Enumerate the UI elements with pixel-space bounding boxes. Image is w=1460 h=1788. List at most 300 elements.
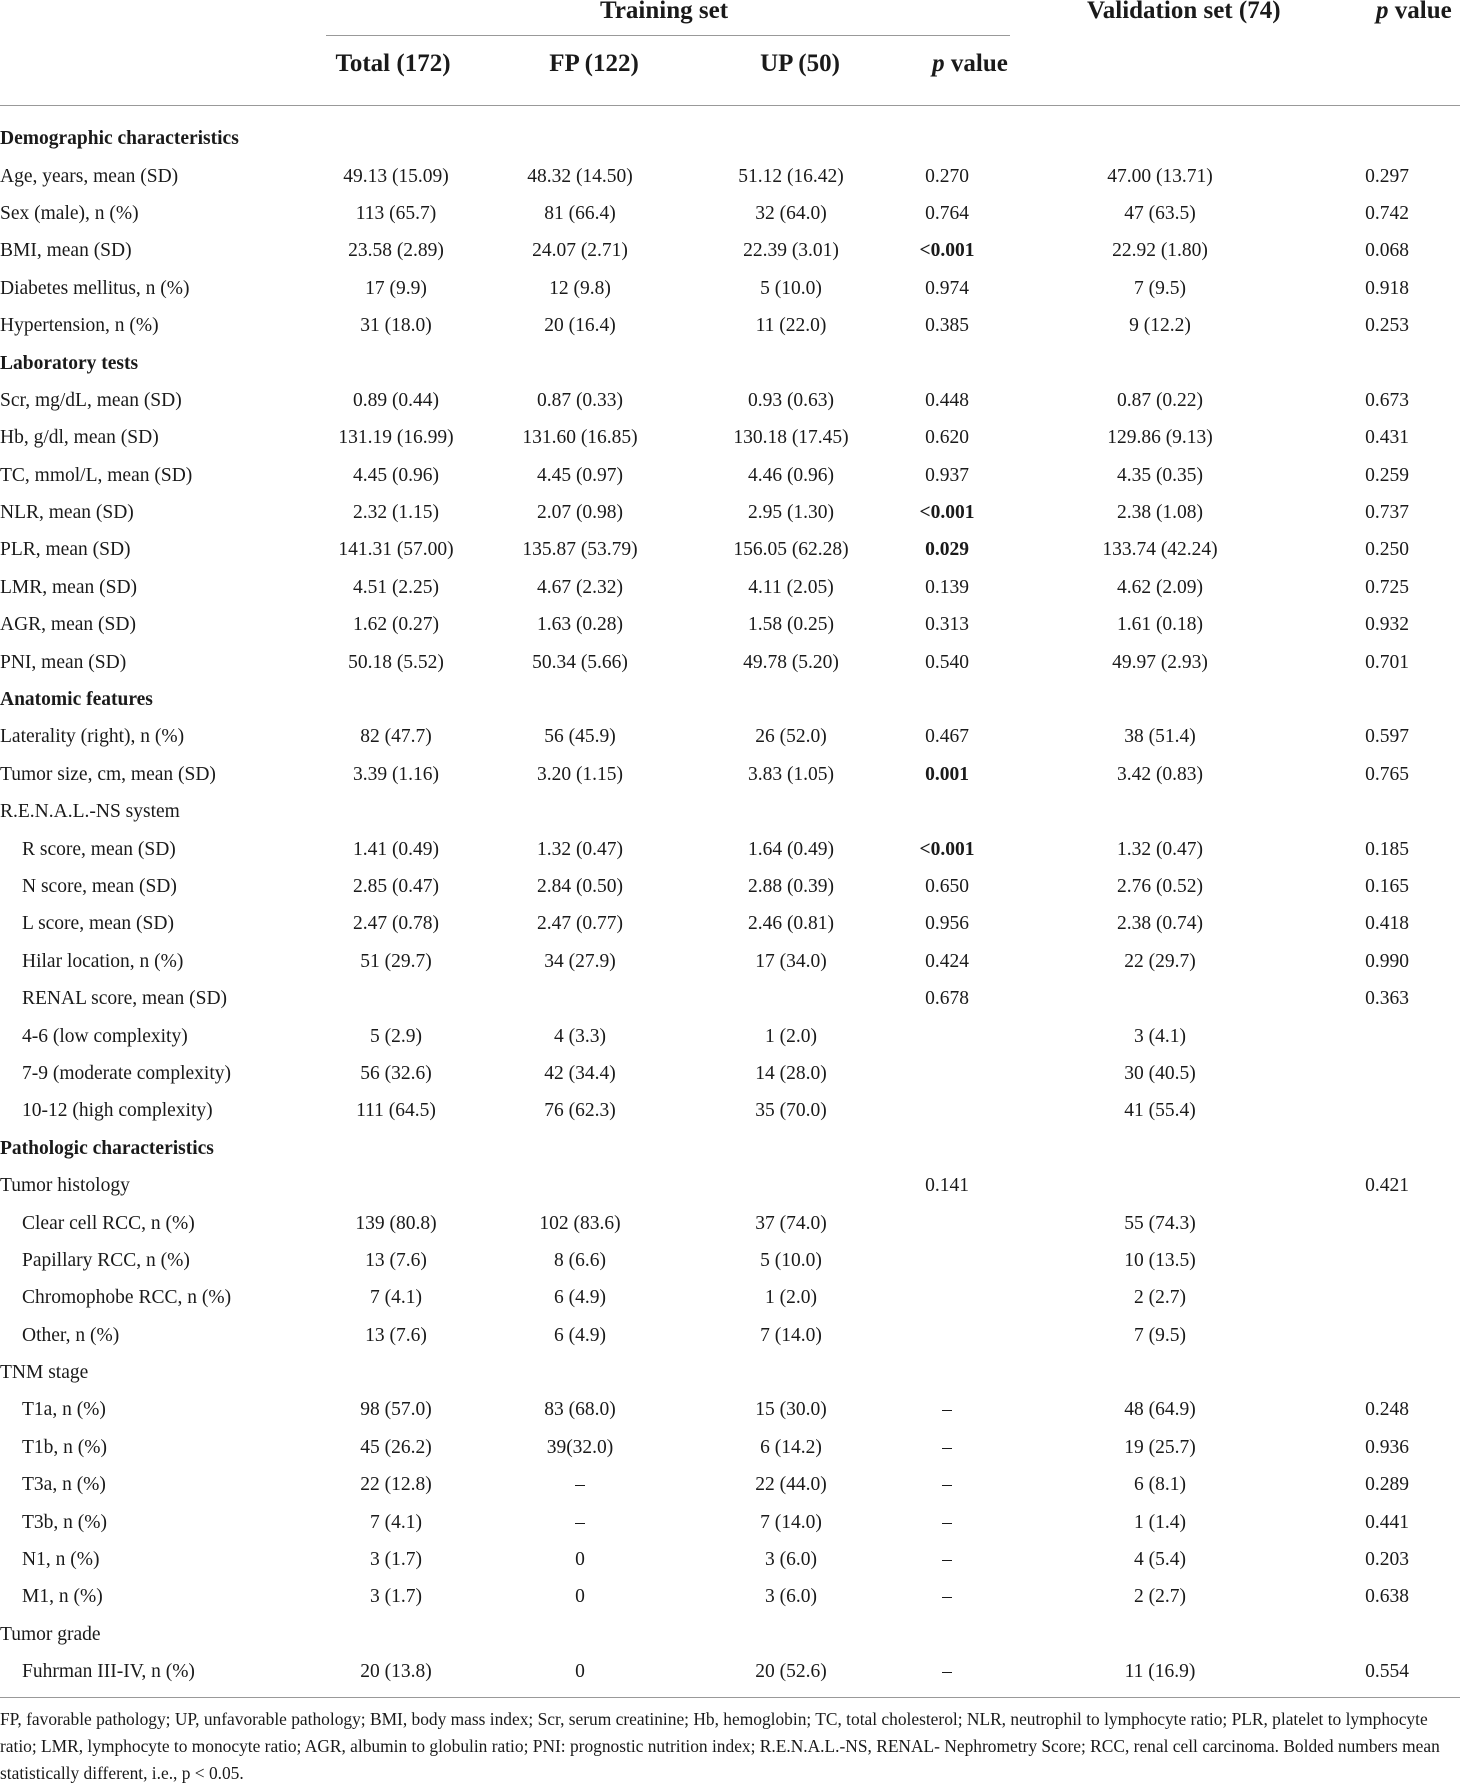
p-value-cell: – bbox=[942, 1474, 952, 1496]
validation-cell: 9 (12.2) bbox=[1129, 315, 1191, 337]
p-value-cell: – bbox=[942, 1511, 952, 1533]
validation-p-cell bbox=[1314, 344, 1460, 381]
up-cell: 4.11 (2.05) bbox=[748, 576, 834, 598]
total-cell: 113 (65.7) bbox=[355, 202, 437, 224]
validation-cell: 47.00 (13.71) bbox=[1107, 165, 1213, 187]
validation-cell bbox=[1006, 120, 1314, 157]
validation-p-cell bbox=[1314, 1055, 1460, 1092]
p-value-cell: 0.270 bbox=[925, 165, 969, 187]
fp-cell: 0 bbox=[575, 1549, 585, 1571]
p-value-cell bbox=[888, 793, 1006, 830]
up-cell: 130.18 (17.45) bbox=[733, 427, 849, 449]
validation-p-cell bbox=[1314, 793, 1460, 830]
validation-p-cell: 0.068 bbox=[1365, 240, 1409, 262]
fp-cell: 12 (9.8) bbox=[549, 277, 611, 299]
fp-cell bbox=[466, 1354, 694, 1391]
validation-p-cell bbox=[1314, 1317, 1460, 1354]
total-cell: 141.31 (57.00) bbox=[338, 539, 454, 561]
training-p-value-heading: p value bbox=[932, 50, 1008, 77]
fp-cell: 8 (6.6) bbox=[554, 1249, 606, 1271]
table-row bbox=[0, 1466, 1460, 1503]
validation-cell: 22 (29.7) bbox=[1124, 950, 1196, 972]
row-label: NLR, mean (SD) bbox=[0, 502, 134, 524]
p-value-cell: 0.974 bbox=[925, 277, 969, 299]
up-cell: 6 (14.2) bbox=[760, 1436, 822, 1458]
total-heading: Total (172) bbox=[335, 50, 451, 77]
total-cell: 5 (2.9) bbox=[370, 1025, 422, 1047]
validation-cell: 41 (55.4) bbox=[1124, 1100, 1196, 1122]
up-cell: 3 (6.0) bbox=[765, 1586, 817, 1608]
up-cell: 49.78 (5.20) bbox=[743, 651, 839, 673]
total-cell: 1.62 (0.27) bbox=[352, 614, 440, 636]
validation-p-cell bbox=[1314, 681, 1460, 718]
validation-cell: 2 (2.7) bbox=[1134, 1287, 1186, 1309]
p-value-cell bbox=[888, 1354, 1006, 1391]
validation-cell: 10 (13.5) bbox=[1124, 1249, 1196, 1271]
validation-p-cell: 0.185 bbox=[1365, 838, 1409, 860]
table-row bbox=[0, 606, 1460, 643]
p-value-cell: 0.313 bbox=[925, 614, 969, 636]
table-row bbox=[0, 1317, 1460, 1354]
fp-heading: FP (122) bbox=[549, 50, 639, 77]
up-cell: 11 (22.0) bbox=[755, 315, 827, 337]
row-label: PNI, mean (SD) bbox=[0, 651, 127, 673]
validation-p-cell: 0.765 bbox=[1365, 763, 1409, 785]
up-cell: 4.46 (0.96) bbox=[747, 464, 835, 486]
table-row bbox=[0, 830, 1460, 867]
p-value-cell: 0.029 bbox=[925, 539, 969, 561]
fp-cell bbox=[466, 1616, 694, 1653]
row-label: L score, mean (SD) bbox=[22, 913, 174, 935]
validation-cell: 0.87 (0.22) bbox=[1116, 389, 1204, 411]
up-cell: 7 (14.0) bbox=[760, 1511, 822, 1533]
validation-p-cell: 0.725 bbox=[1365, 576, 1409, 598]
row-label: Tumor size, cm, mean (SD) bbox=[0, 763, 216, 785]
validation-cell: 2 (2.7) bbox=[1134, 1586, 1186, 1608]
up-cell: 1.64 (0.49) bbox=[747, 838, 835, 860]
row-label: Hilar location, n (%) bbox=[22, 950, 184, 972]
p-value-cell: – bbox=[942, 1549, 952, 1571]
table-row bbox=[0, 718, 1460, 755]
table-row bbox=[0, 195, 1460, 232]
table-body bbox=[0, 120, 1460, 1690]
validation-cell: 2.38 (0.74) bbox=[1116, 913, 1204, 935]
up-cell: 1 (2.0) bbox=[765, 1025, 817, 1047]
validation-p-cell: 0.248 bbox=[1365, 1399, 1409, 1421]
up-cell bbox=[694, 681, 888, 718]
p-value-cell bbox=[888, 1317, 1006, 1354]
total-cell: 13 (7.6) bbox=[365, 1324, 427, 1346]
total-cell: 131.19 (16.99) bbox=[338, 427, 454, 449]
up-cell: 156.05 (62.28) bbox=[733, 539, 849, 561]
total-cell: 3.39 (1.16) bbox=[352, 763, 440, 785]
up-cell: 22 (44.0) bbox=[755, 1474, 827, 1496]
up-cell bbox=[694, 793, 888, 830]
p-value-cell: 0.956 bbox=[925, 913, 969, 935]
row-label: Diabetes mellitus, n (%) bbox=[0, 277, 190, 299]
up-heading: UP (50) bbox=[760, 50, 840, 77]
fp-cell bbox=[466, 1167, 694, 1204]
row-label: PLR, mean (SD) bbox=[0, 539, 131, 561]
fp-cell: 6 (4.9) bbox=[554, 1324, 606, 1346]
total-cell: 56 (32.6) bbox=[360, 1062, 432, 1084]
group-row bbox=[0, 793, 1460, 830]
validation-p-cell: 0.259 bbox=[1365, 464, 1409, 486]
validation-cell: 1.32 (0.47) bbox=[1116, 838, 1204, 860]
total-cell: 17 (9.9) bbox=[365, 277, 427, 299]
validation-cell bbox=[1006, 1616, 1314, 1653]
validation-cell: 4 (5.4) bbox=[1134, 1549, 1186, 1571]
table-row bbox=[0, 643, 1460, 680]
fp-cell: 0.87 (0.33) bbox=[536, 389, 624, 411]
validation-p-cell bbox=[1314, 1017, 1460, 1054]
fp-cell: 4.67 (2.32) bbox=[536, 576, 624, 598]
row-label: N1, n (%) bbox=[22, 1549, 100, 1571]
table-row bbox=[0, 307, 1460, 344]
total-cell: 1.41 (0.49) bbox=[352, 838, 440, 860]
training-set-heading: Training set bbox=[600, 0, 729, 24]
fp-cell: 81 (66.4) bbox=[544, 202, 616, 224]
validation-cell: 7 (9.5) bbox=[1134, 1324, 1186, 1346]
fp-cell: 0 bbox=[575, 1661, 585, 1683]
validation-cell: 129.86 (9.13) bbox=[1107, 427, 1213, 449]
validation-p-cell bbox=[1314, 1616, 1460, 1653]
p-value-cell: 0.540 bbox=[925, 651, 969, 673]
table-row bbox=[0, 494, 1460, 531]
section-row bbox=[0, 681, 1460, 718]
p-value-cell: <0.001 bbox=[919, 838, 975, 860]
up-cell: 51.12 (16.42) bbox=[738, 165, 844, 187]
validation-p-cell: 0.936 bbox=[1365, 1436, 1409, 1458]
up-cell: 14 (28.0) bbox=[755, 1062, 827, 1084]
validation-p-cell bbox=[1314, 1279, 1460, 1316]
table-row bbox=[0, 1204, 1460, 1241]
p-value-cell: 0.448 bbox=[925, 389, 969, 411]
table-row bbox=[0, 270, 1460, 307]
row-label: T1a, n (%) bbox=[22, 1399, 106, 1421]
validation-cell bbox=[1006, 1354, 1314, 1391]
validation-p-cell: 0.421 bbox=[1365, 1175, 1409, 1197]
p-value-cell bbox=[888, 1279, 1006, 1316]
table-row bbox=[0, 1503, 1460, 1540]
row-label: Other, n (%) bbox=[22, 1324, 120, 1346]
table-row bbox=[0, 1167, 1460, 1204]
validation-p-cell: 0.597 bbox=[1365, 726, 1409, 748]
validation-p-cell: 0.431 bbox=[1365, 427, 1409, 449]
row-label: Fuhrman III-IV, n (%) bbox=[22, 1661, 195, 1683]
total-cell: 20 (13.8) bbox=[360, 1661, 432, 1683]
fp-cell: 135.87 (53.79) bbox=[522, 539, 638, 561]
fp-cell: 1.63 (0.28) bbox=[536, 614, 624, 636]
p-value-cell: – bbox=[942, 1586, 952, 1608]
validation-cell bbox=[1006, 1130, 1314, 1167]
validation-p-cell: 0.203 bbox=[1365, 1549, 1409, 1571]
up-cell: 7 (14.0) bbox=[760, 1324, 822, 1346]
table-row bbox=[0, 382, 1460, 419]
total-cell: 2.85 (0.47) bbox=[352, 876, 440, 897]
fp-cell: 131.60 (16.85) bbox=[522, 427, 638, 449]
row-label: Hb, g/dl, mean (SD) bbox=[0, 427, 159, 449]
validation-cell: 11 (16.9) bbox=[1124, 1661, 1196, 1683]
p-value-cell: <0.001 bbox=[919, 502, 975, 524]
row-label: Pathologic characteristics bbox=[0, 1137, 214, 1159]
validation-cell: 48 (64.9) bbox=[1124, 1399, 1196, 1421]
table-row bbox=[0, 1578, 1460, 1615]
table-row bbox=[0, 232, 1460, 269]
row-label: Clear cell RCC, n (%) bbox=[22, 1212, 195, 1234]
total-cell bbox=[326, 344, 466, 381]
p-value-cell: – bbox=[942, 1661, 952, 1683]
validation-p-cell bbox=[1314, 1204, 1460, 1241]
table-row bbox=[0, 569, 1460, 606]
row-label: Demographic characteristics bbox=[0, 128, 239, 150]
p-value-cell: 0.467 bbox=[925, 726, 969, 748]
row-label: T3a, n (%) bbox=[22, 1474, 106, 1496]
up-cell: 2.88 (0.39) bbox=[747, 876, 835, 897]
validation-p-cell bbox=[1314, 1092, 1460, 1129]
fp-cell: 48.32 (14.50) bbox=[527, 165, 633, 187]
p-value-cell: <0.001 bbox=[919, 240, 975, 262]
header-sub-row bbox=[0, 50, 1460, 90]
total-cell: 50.18 (5.52) bbox=[348, 651, 444, 673]
validation-cell bbox=[1006, 681, 1314, 718]
row-label: TC, mmol/L, mean (SD) bbox=[0, 464, 193, 486]
fp-cell: – bbox=[575, 1511, 585, 1533]
validation-cell: 4.35 (0.35) bbox=[1116, 464, 1204, 486]
total-cell: 98 (57.0) bbox=[360, 1399, 432, 1421]
characteristics-table bbox=[0, 120, 1460, 1690]
validation-cell: 49.97 (2.93) bbox=[1112, 651, 1208, 673]
fp-cell: 4.45 (0.97) bbox=[536, 464, 624, 486]
total-cell bbox=[326, 793, 466, 830]
table-row bbox=[0, 1653, 1460, 1690]
row-label: 10-12 (high complexity) bbox=[22, 1100, 213, 1122]
up-cell: 5 (10.0) bbox=[760, 1249, 822, 1271]
validation-p-cell: 0.638 bbox=[1365, 1586, 1409, 1608]
fp-cell: 83 (68.0) bbox=[544, 1399, 616, 1421]
p-value-cell bbox=[888, 1616, 1006, 1653]
fp-cell: 4 (3.3) bbox=[554, 1025, 606, 1047]
row-label: Age, years, mean (SD) bbox=[0, 165, 179, 187]
validation-p-cell: 0.441 bbox=[1365, 1511, 1409, 1533]
table-row bbox=[0, 531, 1460, 568]
total-cell: 139 (80.8) bbox=[355, 1212, 437, 1234]
p-value-cell: 0.139 bbox=[925, 576, 969, 598]
total-cell: 4.51 (2.25) bbox=[352, 576, 440, 598]
table-row bbox=[0, 419, 1460, 456]
table-row bbox=[0, 905, 1460, 942]
total-cell: 3 (1.7) bbox=[370, 1549, 422, 1571]
fp-cell: 2.47 (0.77) bbox=[536, 913, 624, 935]
total-cell bbox=[326, 1130, 466, 1167]
validation-p-cell: 0.701 bbox=[1365, 651, 1409, 673]
table-row bbox=[0, 1017, 1460, 1054]
validation-cell: 1 (1.4) bbox=[1134, 1511, 1186, 1533]
table-row bbox=[0, 157, 1460, 194]
up-cell: 35 (70.0) bbox=[755, 1100, 827, 1122]
fp-cell: 20 (16.4) bbox=[544, 315, 616, 337]
up-cell: 26 (52.0) bbox=[755, 726, 827, 748]
p-value-cell bbox=[888, 1017, 1006, 1054]
row-label: Laboratory tests bbox=[0, 352, 139, 374]
fp-cell bbox=[466, 120, 694, 157]
p-value-cell: 0.937 bbox=[925, 464, 969, 486]
total-cell: 23.58 (2.89) bbox=[348, 240, 444, 262]
total-cell: 2.32 (1.15) bbox=[352, 502, 440, 524]
total-cell: 49.13 (15.09) bbox=[343, 165, 449, 187]
fp-cell: 1.32 (0.47) bbox=[536, 838, 624, 860]
fp-cell: 56 (45.9) bbox=[544, 726, 616, 748]
up-cell: 5 (10.0) bbox=[760, 277, 822, 299]
fp-cell: 50.34 (5.66) bbox=[532, 651, 628, 673]
fp-cell: 42 (34.4) bbox=[544, 1062, 616, 1084]
header-top-row bbox=[0, 0, 1460, 30]
total-cell: 0.89 (0.44) bbox=[352, 389, 440, 411]
up-cell bbox=[694, 344, 888, 381]
total-cell: 45 (26.2) bbox=[360, 1436, 432, 1458]
total-cell: 31 (18.0) bbox=[360, 315, 432, 337]
p-value-cell: 0.424 bbox=[925, 950, 969, 972]
row-label: RENAL score, mean (SD) bbox=[22, 988, 228, 1010]
row-label: R score, mean (SD) bbox=[22, 838, 176, 860]
p-value-cell: 0.620 bbox=[925, 427, 969, 449]
total-cell bbox=[326, 980, 466, 1017]
validation-p-cell: 0.289 bbox=[1365, 1474, 1409, 1496]
validation-cell: 22.92 (1.80) bbox=[1112, 240, 1208, 262]
header-rule bbox=[0, 105, 1460, 106]
up-cell bbox=[694, 980, 888, 1017]
table-row bbox=[0, 756, 1460, 793]
total-cell: 51 (29.7) bbox=[360, 950, 432, 972]
validation-cell bbox=[1006, 1167, 1314, 1204]
fp-cell: 34 (27.9) bbox=[544, 950, 616, 972]
validation-p-cell bbox=[1314, 120, 1460, 157]
total-cell: 7 (4.1) bbox=[370, 1511, 422, 1533]
validation-p-value-heading: p value bbox=[1376, 0, 1452, 24]
p-value-cell bbox=[888, 1092, 1006, 1129]
row-label: LMR, mean (SD) bbox=[0, 576, 138, 598]
p-value-cell bbox=[888, 120, 1006, 157]
validation-cell bbox=[1006, 793, 1314, 830]
total-cell bbox=[326, 681, 466, 718]
validation-cell: 6 (8.1) bbox=[1134, 1474, 1186, 1496]
validation-p-cell: 0.918 bbox=[1365, 277, 1409, 299]
p-value-cell bbox=[888, 681, 1006, 718]
fp-cell bbox=[466, 980, 694, 1017]
up-cell: 2.46 (0.81) bbox=[747, 913, 835, 935]
table-row bbox=[0, 1092, 1460, 1129]
fp-cell: 2.84 (0.50) bbox=[536, 876, 624, 897]
table-row bbox=[0, 868, 1460, 905]
p-value-cell: 0.764 bbox=[925, 202, 969, 224]
up-cell: 1.58 (0.25) bbox=[747, 614, 835, 636]
fp-cell bbox=[466, 1130, 694, 1167]
validation-p-cell: 0.990 bbox=[1365, 950, 1409, 972]
row-label: Laterality (right), n (%) bbox=[0, 726, 185, 748]
validation-cell bbox=[1006, 344, 1314, 381]
up-cell bbox=[694, 1130, 888, 1167]
total-cell bbox=[326, 120, 466, 157]
p-value-cell: 0.678 bbox=[925, 988, 969, 1010]
up-cell: 3.83 (1.05) bbox=[747, 763, 835, 785]
p-value-cell bbox=[888, 1204, 1006, 1241]
validation-p-cell: 0.253 bbox=[1365, 315, 1409, 337]
validation-p-cell: 0.554 bbox=[1365, 1661, 1409, 1683]
total-cell: 4.45 (0.96) bbox=[352, 464, 440, 486]
up-cell bbox=[694, 1616, 888, 1653]
row-label: Anatomic features bbox=[0, 689, 153, 711]
up-cell bbox=[694, 120, 888, 157]
table-row bbox=[0, 457, 1460, 494]
p-value-cell bbox=[888, 344, 1006, 381]
validation-p-cell: 0.297 bbox=[1365, 165, 1409, 187]
table-row bbox=[0, 1279, 1460, 1316]
total-cell: 82 (47.7) bbox=[360, 726, 432, 748]
validation-set-heading: Validation set (74) bbox=[1087, 0, 1281, 24]
up-cell: 1 (2.0) bbox=[765, 1287, 817, 1309]
row-label: AGR, mean (SD) bbox=[0, 614, 136, 636]
row-label: TNM stage bbox=[0, 1362, 89, 1384]
table-row bbox=[0, 1391, 1460, 1428]
validation-p-cell: 0.250 bbox=[1365, 539, 1409, 561]
row-label: Hypertension, n (%) bbox=[0, 315, 159, 337]
group-row bbox=[0, 1354, 1460, 1391]
table-row bbox=[0, 1055, 1460, 1092]
row-label: Papillary RCC, n (%) bbox=[22, 1249, 190, 1271]
p-value-cell bbox=[888, 1130, 1006, 1167]
p-value-cell bbox=[888, 1242, 1006, 1279]
p-value-cell: – bbox=[942, 1399, 952, 1421]
validation-p-cell: 0.932 bbox=[1365, 614, 1409, 636]
table-row bbox=[0, 943, 1460, 980]
section-row bbox=[0, 120, 1460, 157]
fp-cell bbox=[466, 344, 694, 381]
footnote: FP, favorable pathology; UP, unfavorable pathology; BMI, body mass index; Scr, serum creatinine; Hb, hemoglobin; TC, total cholesterol; NLR, neutrophil to lymphocyte ratio; PLR, platelet to lymphocyte ratio; LMR, lymphocyte to monocyte ratio; AGR, albumin to globulin ratio; PNI: prognostic nutrition index; R.E.N.A.L.-NS, RENAL- Nephrometry Score; RCC, renal cell carcinoma. Bolded numbers mean statistically different, i.e., p < 0.05. bbox=[0, 1709, 1440, 1783]
validation-cell: 2.38 (1.08) bbox=[1116, 502, 1204, 524]
up-cell: 37 (74.0) bbox=[755, 1212, 827, 1234]
row-label: T3b, n (%) bbox=[22, 1511, 108, 1533]
validation-cell: 55 (74.3) bbox=[1124, 1212, 1196, 1234]
validation-p-cell: 0.737 bbox=[1365, 502, 1409, 524]
validation-cell: 4.62 (2.09) bbox=[1116, 576, 1204, 598]
row-label: Tumor histology bbox=[0, 1175, 130, 1197]
training-set-rule bbox=[326, 35, 1010, 36]
fp-cell: 2.07 (0.98) bbox=[536, 502, 624, 524]
up-cell: 0.93 (0.63) bbox=[747, 389, 835, 411]
up-cell: 22.39 (3.01) bbox=[743, 240, 839, 262]
table-row bbox=[0, 1541, 1460, 1578]
total-cell: 22 (12.8) bbox=[360, 1474, 432, 1496]
validation-cell: 1.61 (0.18) bbox=[1116, 614, 1204, 636]
fp-cell: 6 (4.9) bbox=[554, 1287, 606, 1309]
validation-cell bbox=[1006, 980, 1314, 1017]
row-label: 4-6 (low complexity) bbox=[22, 1025, 188, 1047]
validation-p-cell: 0.418 bbox=[1365, 913, 1409, 935]
up-cell: 32 (64.0) bbox=[755, 202, 827, 224]
p-value-cell: 0.650 bbox=[925, 876, 969, 897]
fp-cell: 39(32.0) bbox=[546, 1436, 614, 1458]
up-cell: 20 (52.6) bbox=[755, 1661, 827, 1683]
validation-p-cell: 0.673 bbox=[1365, 389, 1409, 411]
total-cell: 111 (64.5) bbox=[356, 1100, 436, 1122]
fp-cell: 0 bbox=[575, 1586, 585, 1608]
validation-p-cell bbox=[1314, 1242, 1460, 1279]
row-label: Sex (male), n (%) bbox=[0, 202, 139, 224]
section-row bbox=[0, 1130, 1460, 1167]
p-value-cell: – bbox=[942, 1436, 952, 1458]
row-label: Chromophobe RCC, n (%) bbox=[22, 1287, 232, 1309]
up-cell: 17 (34.0) bbox=[755, 950, 827, 972]
